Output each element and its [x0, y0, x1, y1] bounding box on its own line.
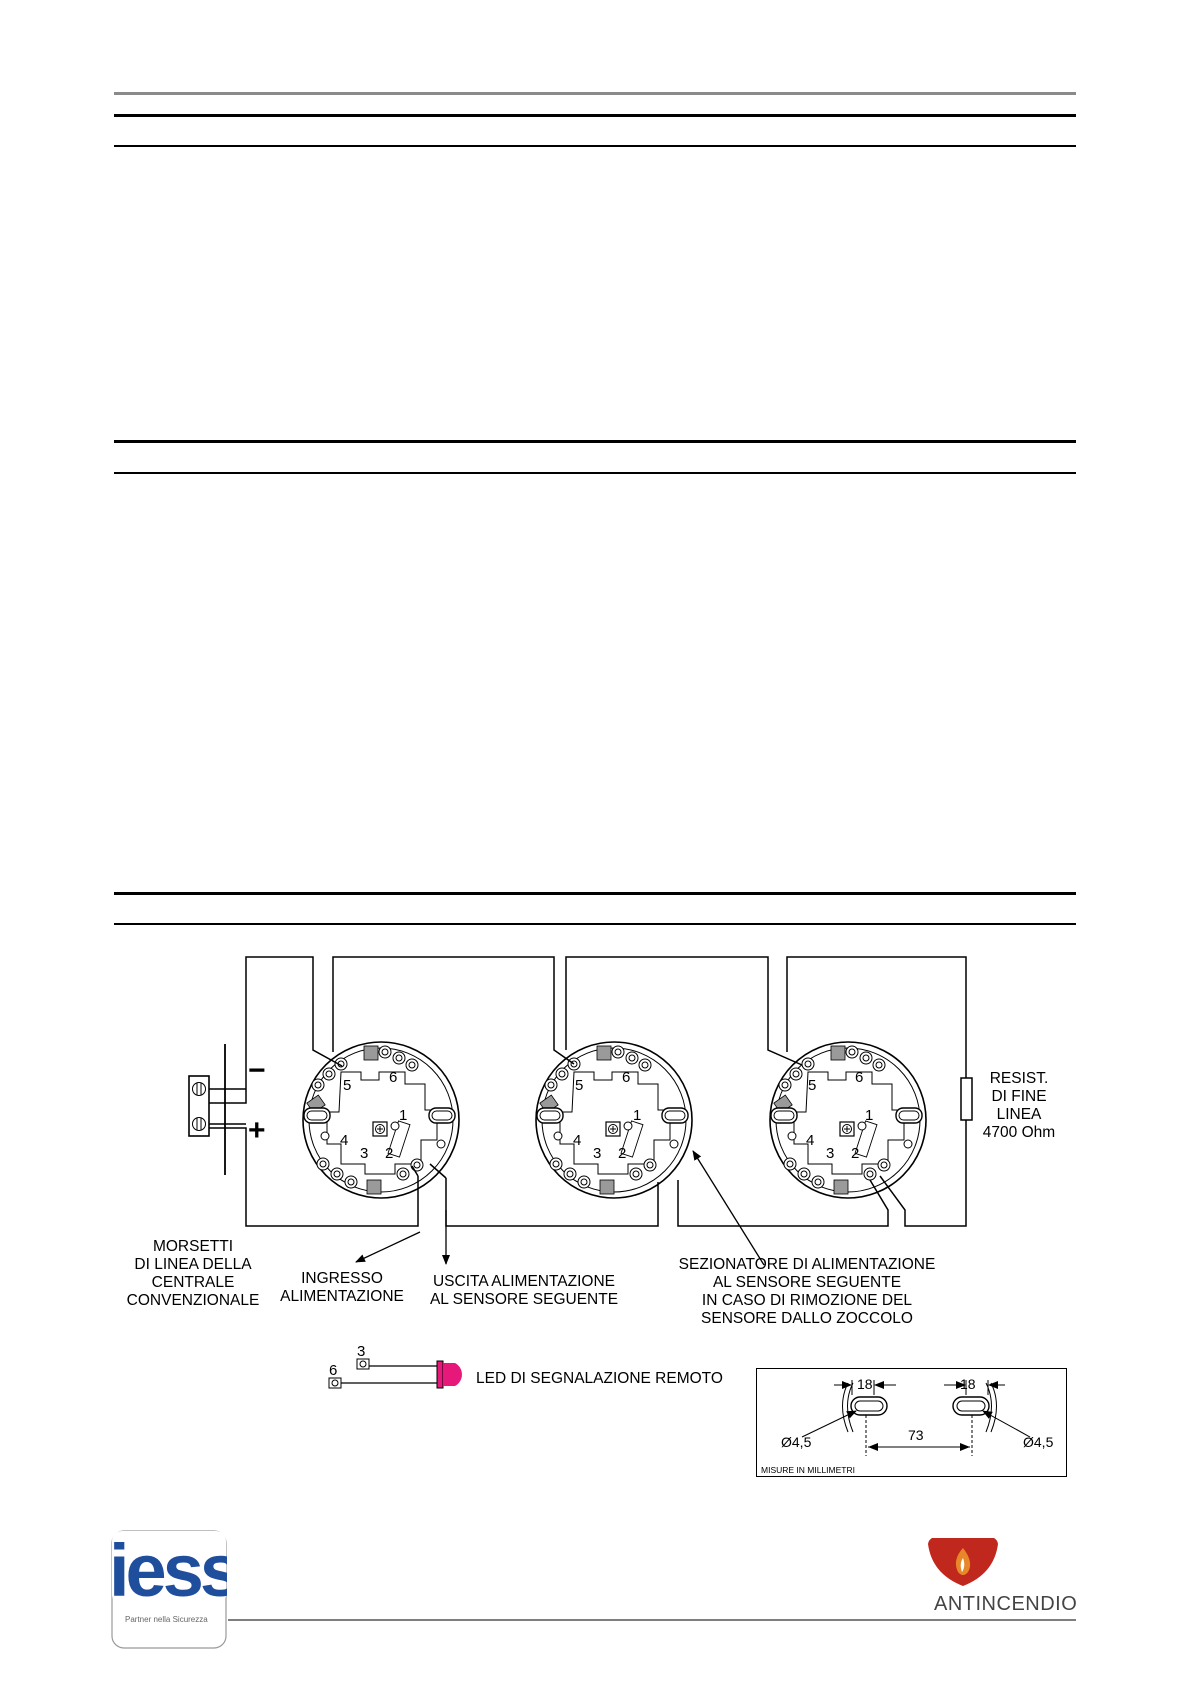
- svg-text:ANTINCENDIO: ANTINCENDIO: [934, 1593, 1078, 1615]
- led-terminal-3: 3: [357, 1343, 366, 1360]
- svg-text:6: 6: [389, 1069, 398, 1086]
- base-3: [770, 1042, 926, 1198]
- svg-text:4: 4: [806, 1132, 815, 1149]
- disconnector-label: SEZIONATORE DI ALIMENTAZIONE AL SENSORE SEGUENTE IN CASO DI RIMOZIONE DEL SENSORE DALLO ZOCCOLO: [678, 1256, 936, 1327]
- dimensions-frame: [756, 1368, 1067, 1477]
- svg-text:2: 2: [385, 1145, 394, 1162]
- led-terminal-6: 6: [329, 1362, 338, 1379]
- svg-text:6: 6: [855, 1069, 864, 1086]
- slot-width-left: 18: [857, 1376, 873, 1392]
- remote-led: [329, 1359, 462, 1388]
- svg-text:1: 1: [865, 1107, 874, 1124]
- svg-text:4: 4: [573, 1132, 582, 1149]
- svg-text:2: 2: [851, 1145, 860, 1162]
- svg-text:3: 3: [360, 1145, 369, 1162]
- svg-text:2: 2: [618, 1145, 627, 1162]
- slot-width-right: 18: [960, 1376, 976, 1392]
- base-1: [303, 1042, 459, 1198]
- power-in-label: INGRESSO ALIMENTAZIONE: [280, 1270, 404, 1305]
- svg-text:iess: iess: [111, 1530, 227, 1612]
- svg-text:4: 4: [340, 1132, 349, 1149]
- dimensions-note: MISURE IN MILLIMETRI: [761, 1465, 855, 1475]
- svg-text:5: 5: [343, 1077, 352, 1094]
- plus-sign: +: [248, 1114, 266, 1147]
- svg-text:3: 3: [593, 1145, 602, 1162]
- hole-diameter-right: Ø4,5: [1023, 1434, 1054, 1450]
- svg-text:6: 6: [622, 1069, 631, 1086]
- svg-text:Partner nella Sicurezza: Partner nella Sicurezza: [125, 1615, 208, 1624]
- led-label: LED DI SEGNALAZIONE REMOTO: [476, 1370, 723, 1387]
- minus-sign: −: [248, 1054, 266, 1087]
- svg-text:5: 5: [575, 1077, 584, 1094]
- hole-diameter-left: Ø4,5: [781, 1434, 812, 1450]
- power-out-label: USCITA ALIMENTAZIONE AL SENSORE SEGUENTE: [429, 1273, 619, 1308]
- terminals-label: MORSETTI DI LINEA DELLA CENTRALE CONVENZIONALE: [126, 1238, 260, 1309]
- iess-logo: [111, 1530, 227, 1649]
- svg-text:1: 1: [633, 1107, 642, 1124]
- panel-terminal-block: [189, 1044, 246, 1175]
- svg-text:3: 3: [826, 1145, 835, 1162]
- eol-resistor-label: RESIST. DI FINE LINEA 4700 Ohm: [982, 1070, 1056, 1141]
- hole-spacing: 73: [908, 1427, 924, 1443]
- base-2: [536, 1042, 692, 1198]
- svg-text:5: 5: [808, 1077, 817, 1094]
- svg-text:1: 1: [399, 1107, 408, 1124]
- antincendio-logo: [928, 1534, 1078, 1616]
